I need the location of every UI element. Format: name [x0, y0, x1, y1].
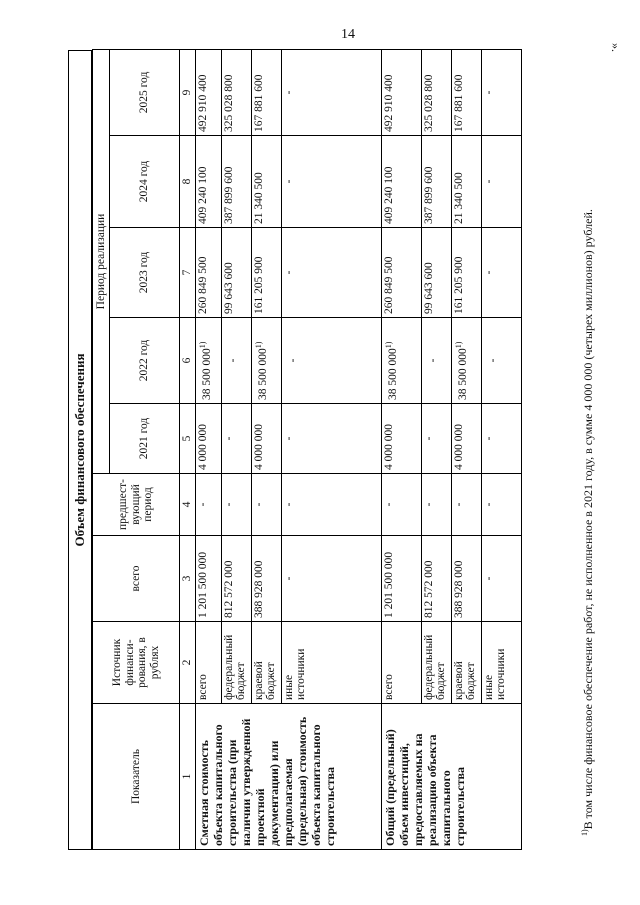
year-2023-cell: 260 849 500	[195, 228, 221, 318]
value: -	[486, 358, 499, 363]
column-number: 6	[180, 318, 196, 404]
year-2022-cell	[381, 318, 421, 404]
total-cell: 388 928 000	[251, 536, 281, 622]
year-2021-cell: -	[421, 404, 451, 474]
source-cell: всего	[381, 622, 421, 704]
column-number: 1	[180, 704, 196, 850]
column-number: 3	[180, 536, 196, 622]
preceding-cell: -	[451, 474, 481, 536]
year-2024-cell: 409 240 100	[195, 136, 221, 228]
source-cell: федеральный бюджет	[221, 622, 251, 704]
value: -	[426, 358, 439, 363]
preceding-cell: -	[195, 474, 221, 536]
year-2021-cell: 4 000 000	[251, 404, 281, 474]
footnote-ref: 1)	[383, 341, 393, 349]
preceding-cell: -	[221, 474, 251, 536]
value: 38 500 000	[200, 348, 213, 400]
year-2024-cell: 21 340 500	[451, 136, 481, 228]
year-2024-cell: 387 899 600	[421, 136, 451, 228]
preceding-cell: -	[281, 474, 381, 536]
year-2025-cell: 492 910 400	[195, 49, 221, 135]
value: -	[226, 358, 239, 363]
edge-mark: ».	[609, 43, 623, 52]
header-preceding: предшест-вующий период	[93, 474, 180, 536]
header-year: 2024 год	[110, 136, 180, 228]
year-2023-cell: 99 643 600	[221, 228, 251, 318]
year-2025-cell: -	[281, 49, 381, 135]
year-2023-cell: 99 643 600	[421, 228, 451, 318]
table-row	[381, 49, 421, 849]
year-2021-cell: -	[281, 404, 381, 474]
column-number-row	[180, 49, 196, 849]
table-row	[195, 49, 221, 849]
total-cell: 1 201 500 000	[381, 536, 421, 622]
footnote-marker: 1)	[580, 829, 589, 836]
year-2022-cell	[451, 318, 481, 404]
header-total: всего	[93, 536, 180, 622]
year-2022-cell	[195, 318, 221, 404]
header-indicator: Показатель	[93, 704, 180, 850]
column-number: 2	[180, 622, 196, 704]
column-number: 9	[180, 49, 196, 135]
column-number: 4	[180, 474, 196, 536]
preceding-cell: -	[251, 474, 281, 536]
total-cell: -	[281, 536, 381, 622]
year-2023-cell: 161 205 900	[451, 228, 481, 318]
financing-table	[92, 49, 522, 850]
year-2022-cell	[281, 318, 381, 404]
total-cell: -	[481, 536, 521, 622]
year-2025-cell: 325 028 800	[221, 49, 251, 135]
table-title: Объем финансового обеспечения	[68, 50, 92, 850]
source-cell: всего	[195, 622, 221, 704]
source-cell: краевой бюджет	[451, 622, 481, 704]
page-number: 14	[341, 27, 355, 42]
source-cell: федеральный бюджет	[421, 622, 451, 704]
footnote-ref: 1)	[197, 341, 207, 349]
header-source: Источник финанси-рования, в рублях	[93, 622, 180, 704]
header-year: 2022 год	[110, 318, 180, 404]
preceding-cell: -	[481, 474, 521, 536]
year-2022-cell	[421, 318, 451, 404]
header-period: Период реализации	[93, 49, 110, 473]
column-number: 5	[180, 404, 196, 474]
year-2021-cell: 4 000 000	[381, 404, 421, 474]
year-2025-cell: 167 881 600	[251, 49, 281, 135]
year-2021-cell: -	[221, 404, 251, 474]
preceding-cell: -	[381, 474, 421, 536]
column-number: 7	[180, 228, 196, 318]
source-cell: иные источники	[481, 622, 521, 704]
year-2025-cell: 325 028 800	[421, 49, 451, 135]
rotated-table-page	[68, 50, 616, 850]
footnote-ref: 1)	[253, 341, 263, 349]
year-2024-cell: 409 240 100	[381, 136, 421, 228]
year-2023-cell: -	[281, 228, 381, 318]
value: 38 500 000	[256, 348, 269, 400]
year-2021-cell: 4 000 000	[451, 404, 481, 474]
year-2025-cell: 167 881 600	[451, 49, 481, 135]
year-2023-cell: 161 205 900	[251, 228, 281, 318]
value: 38 500 000	[386, 348, 399, 400]
year-2024-cell: 21 340 500	[251, 136, 281, 228]
source-cell: краевой бюджет	[251, 622, 281, 704]
header-year: 2023 год	[110, 228, 180, 318]
year-2021-cell: 4 000 000	[195, 404, 221, 474]
total-cell: 1 201 500 000	[195, 536, 221, 622]
year-2021-cell: -	[481, 404, 521, 474]
year-2024-cell: -	[481, 136, 521, 228]
year-2025-cell: 492 910 400	[381, 49, 421, 135]
indicator-cell: Общий (предельный) объем инвестиций, предоставляемых на реализацию объекта капитального строительства	[381, 704, 521, 850]
total-cell: 812 572 000	[221, 536, 251, 622]
year-2025-cell: -	[481, 49, 521, 135]
total-cell: 812 572 000	[421, 536, 451, 622]
year-2024-cell: -	[281, 136, 381, 228]
year-2023-cell: 260 849 500	[381, 228, 421, 318]
header-year: 2025 год	[110, 49, 180, 135]
source-cell: иные источники	[281, 622, 381, 704]
year-2024-cell: 387 899 600	[221, 136, 251, 228]
value: -	[286, 358, 299, 363]
preceding-cell: -	[421, 474, 451, 536]
year-2022-cell	[481, 318, 521, 404]
footnote-text: В том числе финансовое обеспечение работ, не исполненное в 2021 году, в сумме 4 000 000 (четырех миллионов) рублей.	[581, 209, 595, 830]
footnote-ref: 1)	[453, 341, 463, 349]
header-year: 2021 год	[110, 404, 180, 474]
year-2023-cell: -	[481, 228, 521, 318]
value: 38 500 000	[456, 348, 469, 400]
total-cell: 388 928 000	[451, 536, 481, 622]
year-2022-cell	[221, 318, 251, 404]
year-2022-cell	[251, 318, 281, 404]
indicator-cell: Сметная стоимость объекта капитального строительства (при наличии утвержденной проектной документации) или предполагаемая (предельная) стоимость объекта капитального строительства	[195, 704, 381, 850]
footnote	[580, 56, 596, 836]
column-number: 8	[180, 136, 196, 228]
